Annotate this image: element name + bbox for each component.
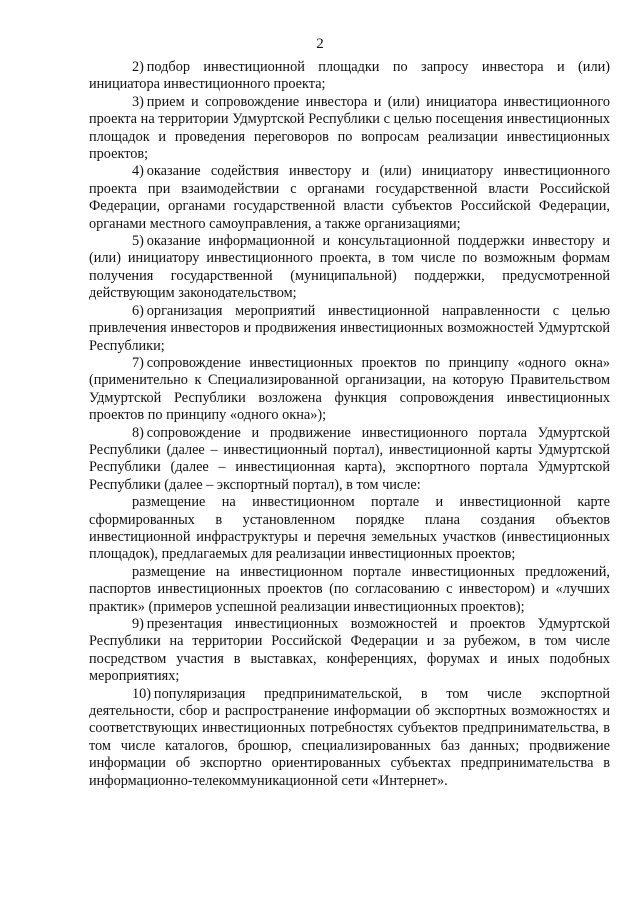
paragraph-item-2: 2) подбор инвестиционной площадки по запросу инвестора и (или) инициатора инвестиционного проекта; [89, 59, 610, 93]
paragraph-item-3: 3) прием и сопровождение инвестора и (или) инициатора инвестиционного проекта на территории Удмуртской Республики с целью посещения инвестиционных площадок и проведения переговоров по вопросам реализации инвестиционных проектов; [89, 93, 610, 163]
page-number: 2 [316, 36, 324, 52]
paragraph-subitem-placement-plan: размещение на инвестиционном портале и инвестиционной карте сформированных в установленном порядке плана создания объектов инвестиционной инфраструктуры и перечня земельных участков (инвестиционных площадок), предлагаемых для реализации инвестиционных проектов; [89, 494, 610, 563]
paragraph-item-5: 5) оказание информационной и консультационной поддержки инвестору и (или) инициатору инвестиционного проекта, в том числе по возможным формам получения государственной (муниципальной) поддержки, предусмотренной действующим законодательством; [89, 233, 610, 302]
paragraph-item-6: 6) организация мероприятий инвестиционной направленности с целью привлечения инвесторов и продвижения инвестиционных возможностей Удмуртской Республики; [89, 302, 610, 354]
paragraph-item-4: 4) оказание содействия инвестору и (или) инициатору инвестиционного проекта при взаимодействии с органами государственной власти Российской Федерации, органами государственной власти субъектов Российской Федерации, органами местного самоуправления, а также организациями; [89, 163, 610, 232]
paragraph-item-9: 9) презентация инвестиционных возможностей и проектов Удмуртской Республики на территории Российской Федерации и за рубежом, в том числе посредством участия в выставках, конференциях, форумах и иных подобных мероприятиях; [89, 616, 610, 685]
paragraph-item-10: 10) популяризация предпринимательской, в том числе экспортной деятельности, сбор и распространение информации об экспортных возможностях и соответствующих инвестиционных потребностях субъектов предпринимательства, в том числе каталогов, брошюр, специализированных баз данных; продвижение информации об экспортно ориентированных субъектах предпринимательства в информационно-телекоммуникационной сети «Интернет». [89, 685, 610, 789]
paragraph-item-7: 7) сопровождение инвестиционных проектов по принципу «одного окна» (применительно к Специализированной организации, на которую Правительством Удмуртской Республики возложена функция сопровождения инвестиционных проектов по принципу «одного окна»); [89, 354, 610, 424]
document-body [89, 59, 610, 790]
paragraph-item-8: 8) сопровождение и продвижение инвестиционного портала Удмуртской Республики (далее – инвестиционный портал), инвестиционной карты Удмуртской Республики (далее – инвестиционная карта), экспортного портала Удмуртской Республики (далее – экспортный портал), в том числе: [89, 424, 610, 493]
paragraph-subitem-placement-offers: размещение на инвестиционном портале инвестиционных предложений, паспортов инвестиционных проектов (по согласованию с инвестором) и «лучших практик» (примеров успешной реализации инвестиционных проектов); [89, 563, 610, 615]
